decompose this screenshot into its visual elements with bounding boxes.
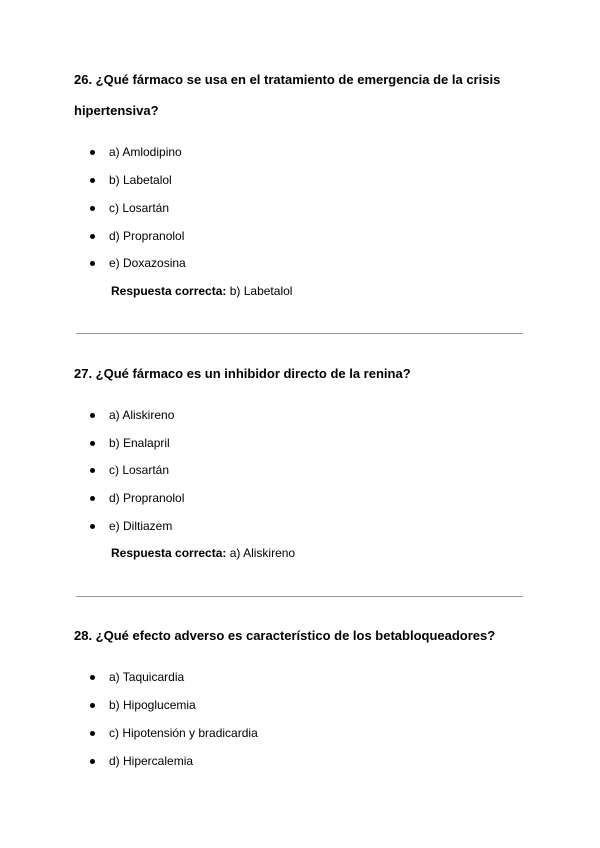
bullet-icon [90,675,95,680]
section-divider [76,333,523,334]
bullet-icon [90,441,95,446]
question-title-line: 28. ¿Qué efecto adverso es característico de los betabloqueadores? [74,628,496,643]
answer-value: b) Labetalol [229,284,293,298]
question-title-line: hipertensiva? [74,103,159,118]
bullet-icon [90,261,95,266]
bullet-icon [90,703,95,708]
answer-label: Respuesta correcta: [111,284,227,298]
bullet-icon [90,496,95,501]
correct-answer [111,546,295,560]
option-text: e) Diltiazem [109,519,173,533]
option-text: a) Taquicardia [109,670,185,684]
bullet-icon [90,731,95,736]
section-divider [76,596,523,597]
answer-value: a) Aliskireno [229,546,296,560]
question-title-line: 26. ¿Qué fármaco se usa en el tratamiento de emergencia de la crisis [74,72,501,87]
option-text: b) Enalapril [109,436,170,450]
bullet-icon [90,178,95,183]
option-text: a) Amlodipino [109,145,182,159]
answer-label: Respuesta correcta: [111,546,227,560]
bullet-icon [90,759,95,764]
bullet-icon [90,524,95,529]
option-text: d) Hipercalemia [109,754,194,768]
question-title-line: 27. ¿Qué fármaco es un inhibidor directo de la renina? [74,366,411,381]
option-text: c) Hipotensión y bradicardia [109,726,258,740]
option-text: d) Propranolol [109,491,185,505]
bullet-icon [90,468,95,473]
option-text: b) Labetalol [109,173,172,187]
correct-answer [111,284,292,298]
bullet-icon [90,234,95,239]
bullet-icon [90,413,95,418]
bullet-icon [90,206,95,211]
option-text: c) Losartán [109,463,170,477]
option-text: a) Aliskireno [109,408,175,422]
bullet-icon [90,150,95,155]
option-text: d) Propranolol [109,229,185,243]
option-text: c) Losartán [109,201,170,215]
option-text: b) Hipoglucemia [109,698,196,712]
option-text: e) Doxazosina [109,256,186,270]
